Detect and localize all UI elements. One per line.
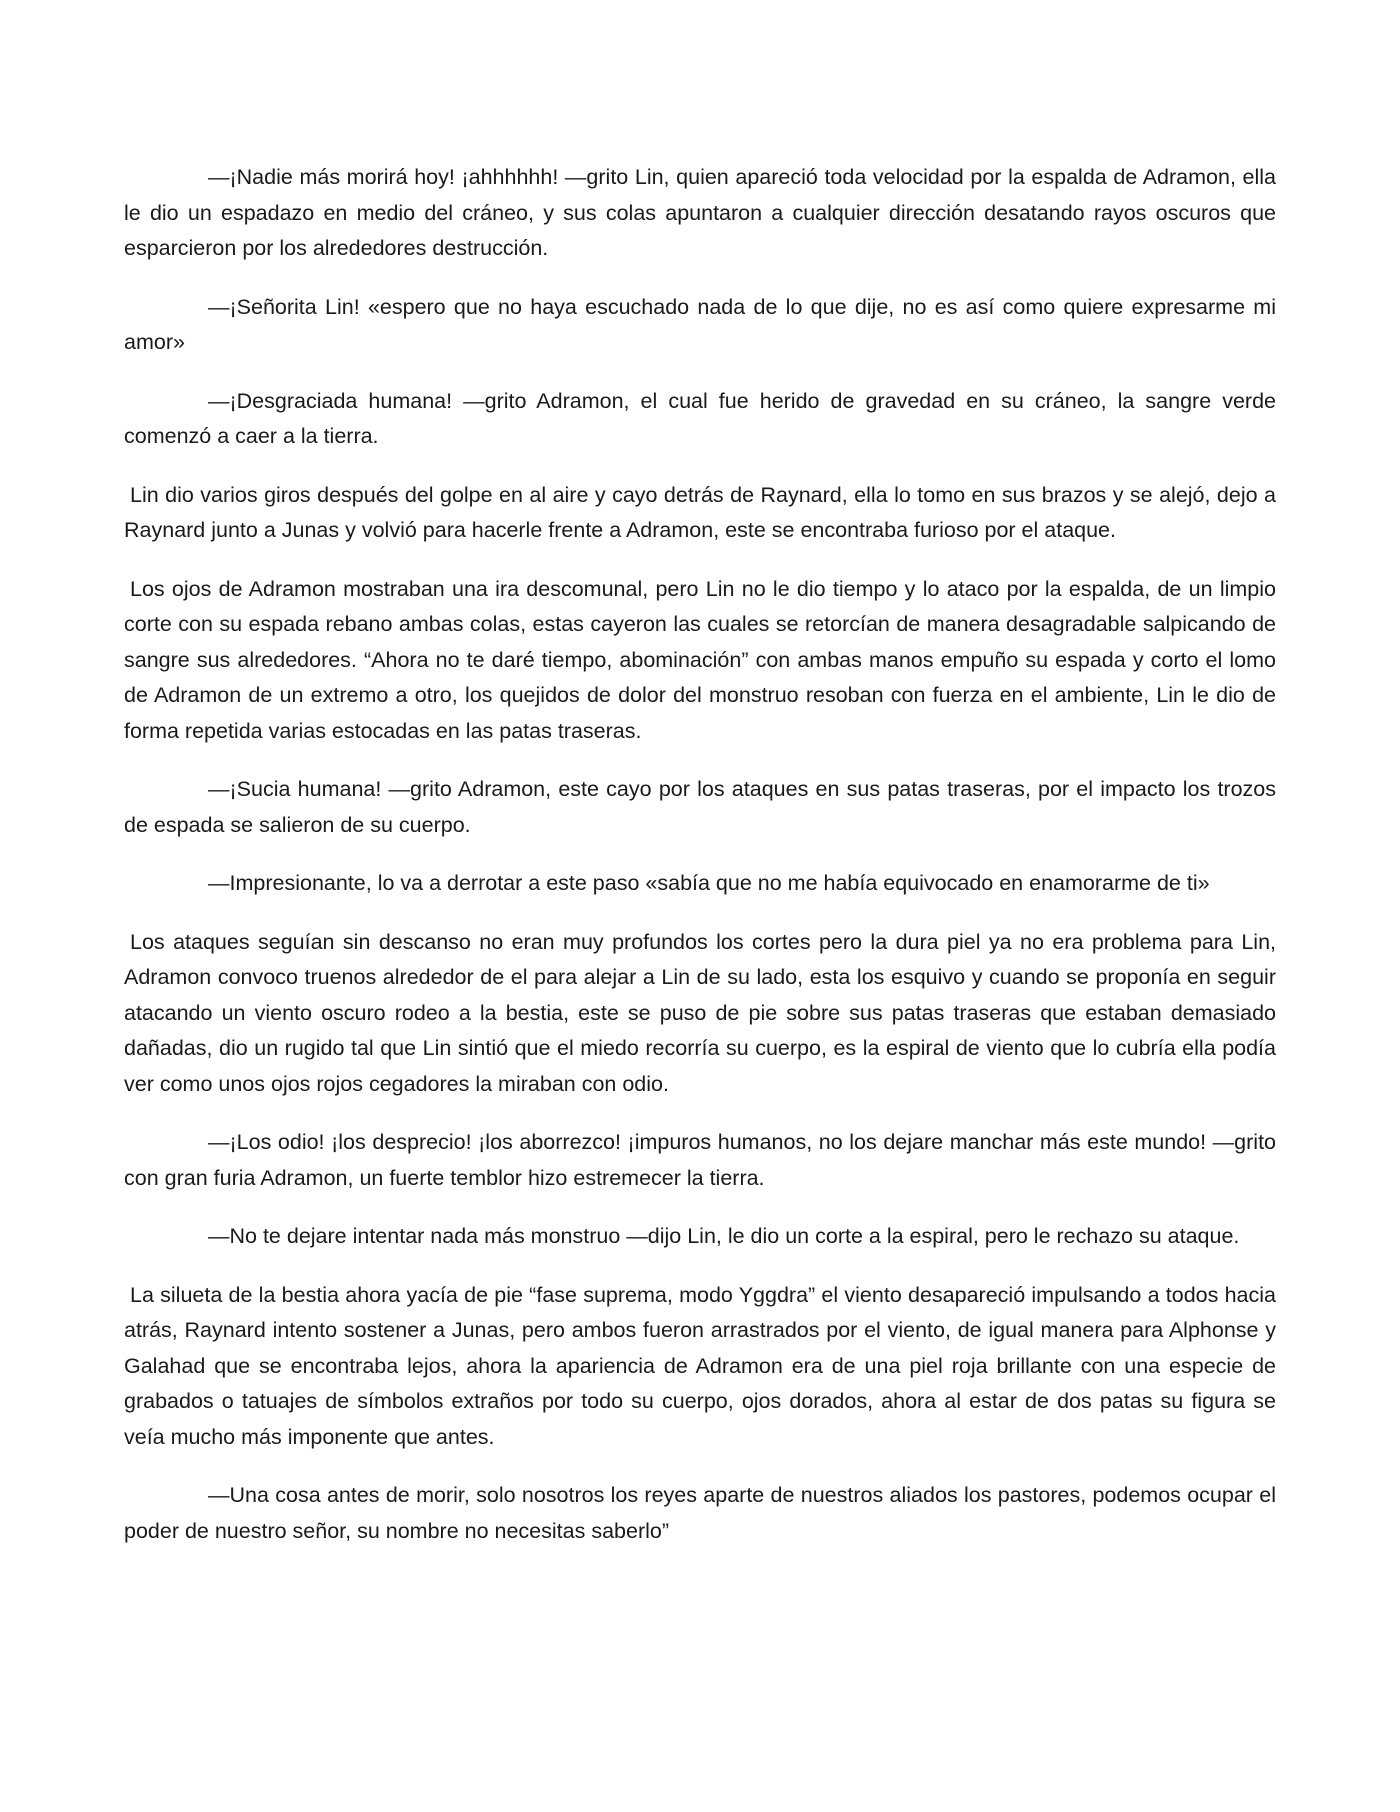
paragraph-8: Los ataques seguían sin descanso no eran muy profundos los cortes pero la dura piel ya no era problema para Lin, Adramon convoco truenos alrededor de el para alejar a Lin de su lado, esta los esquivo y cuando se proponía en seguir atacando un viento oscuro rodeo a la bestia, este se puso de pie sobre sus patas traseras que estaban demasiado dañadas, dio un rugido tal que Lin sintió que el miedo recorría su cuerpo, es la espiral de viento que lo cubría ella podía ver como unos ojos rojos cegadores la miraban con odio. [124, 929, 1276, 1096]
paragraph-5: Los ojos de Adramon mostraban una ira descomunal, pero Lin no le dio tiempo y lo ataco por la espalda, de un limpio corte con su espada rebano ambas colas, estas cayeron las cuales se retorcían de manera desagradable salpicando de sangre sus alrededores. “Ahora no te daré tiempo, abominación” con ambas manos empuño su espada y corto el lomo de Adramon de un extremo a otro, los quejidos de dolor del monstruo resoban con fuerza en el ambiente, Lin le dio de forma repetida varias estocadas en las patas traseras. [124, 576, 1276, 743]
document-page [124, 160, 1276, 1572]
paragraph-2: —¡Señorita Lin! «espero que no haya escuchado nada de lo que dije, no es así como quiere expresarme mi amor» [124, 294, 1276, 354]
paragraph-9: —¡Los odio! ¡los desprecio! ¡los aborrezco! ¡impuros humanos, no los dejare manchar más este mundo! —grito con gran furia Adramon, un fuerte temblor hizo estremecer la tierra. [124, 1130, 1276, 1190]
paragraph-11: La silueta de la bestia ahora yacía de pie “fase suprema, modo Yggdra” el viento desapareció impulsando a todos hacia atrás, Raynard intento sostener a Junas, pero ambos fueron arrastrados por el viento, de igual manera para Alphonse y Galahad que se encontraba lejos, ahora la apariencia de Adramon era de una piel roja brillante con una especie de grabados o tatuajes de símbolos extraños por todo su cuerpo, ojos dorados, ahora al estar de dos patas su figura se veía mucho más imponente que antes. [124, 1282, 1276, 1449]
paragraph-3: —¡Desgraciada humana! —grito Adramon, el cual fue herido de gravedad en su cráneo, la sangre verde comenzó a caer a la tierra. [124, 388, 1276, 448]
paragraph-12: —Una cosa antes de morir, solo nosotros los reyes aparte de nuestros aliados los pastores, podemos ocupar el poder de nuestro señor, su nombre no necesitas saberlo” [124, 1483, 1276, 1543]
paragraph-4: Lin dio varios giros después del golpe en al aire y cayo detrás de Raynard, ella lo tomo en sus brazos y se alejó, dejo a Raynard junto a Junas y volvió para hacerle frente a Adramon, este se encontraba furioso por el ataque. [124, 482, 1276, 542]
paragraph-7: —Impresionante, lo va a derrotar a este paso «sabía que no me había equivocado en enamorarme de ti» [208, 871, 1210, 895]
paragraph-10: —No te dejare intentar nada más monstruo —dijo Lin, le dio un corte a la espiral, pero le rechazo su ataque. [208, 1224, 1240, 1248]
paragraph-1: —¡Nadie más morirá hoy! ¡ahhhhhh! —grito Lin, quien apareció toda velocidad por la espalda de Adramon, ella le dio un espadazo en medio del cráneo, y sus colas apuntaron a cualquier dirección desatando rayos oscuros que esparcieron por los alrededores destrucción. [124, 165, 1276, 260]
paragraph-6: —¡Sucia humana! —grito Adramon, este cayo por los ataques en sus patas traseras, por el impacto los trozos de espada se salieron de su cuerpo. [124, 777, 1276, 837]
